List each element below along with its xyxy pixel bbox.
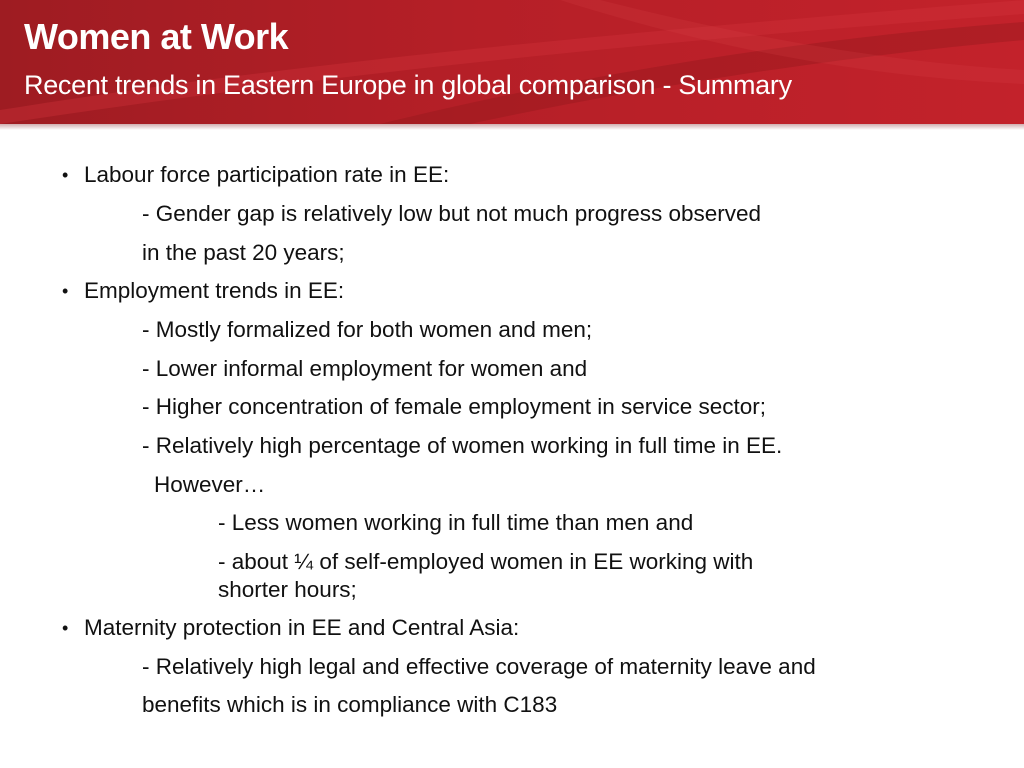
bullet-labour-force-heading: Labour force participation rate in EE: [84, 162, 450, 187]
employment-sub-line-2: - about ¼ of self-employed women in EE working with [218, 549, 754, 574]
banner-shadow [0, 124, 1024, 130]
bullet-icon: • [62, 281, 69, 301]
bullet-icon: • [62, 618, 69, 638]
bullet-icon: • [62, 165, 69, 185]
employment-line-4: - Relatively high percentage of women working in full time in EE. [142, 433, 783, 458]
bullet-maternity-heading: Maternity protection in EE and Central Asia: [84, 615, 520, 640]
employment-however: However… [154, 472, 266, 497]
bullet-employment-heading: Employment trends in EE: [84, 278, 345, 303]
employment-line-2: - Lower informal employment for women and [142, 356, 588, 381]
labour-force-line-1: - Gender gap is relatively low but not much progress observed [142, 201, 762, 226]
employment-sub-line-1: - Less women working in full time than men and [218, 510, 694, 535]
employment-sub-line-2-cont: shorter hours; [218, 577, 357, 602]
slide-title: Women at Work [24, 16, 289, 57]
labour-force-line-2: in the past 20 years; [142, 240, 345, 265]
title-banner [0, 0, 1024, 124]
maternity-line-2: benefits which is in compliance with C183 [142, 692, 558, 717]
slide-subtitle: Recent trends in Eastern Europe in global comparison - Summary [24, 70, 792, 100]
maternity-line-1: - Relatively high legal and effective coverage of maternity leave and [142, 654, 816, 679]
employment-line-1: - Mostly formalized for both women and men; [142, 317, 593, 342]
employment-line-3: - Higher concentration of female employment in service sector; [142, 394, 767, 419]
